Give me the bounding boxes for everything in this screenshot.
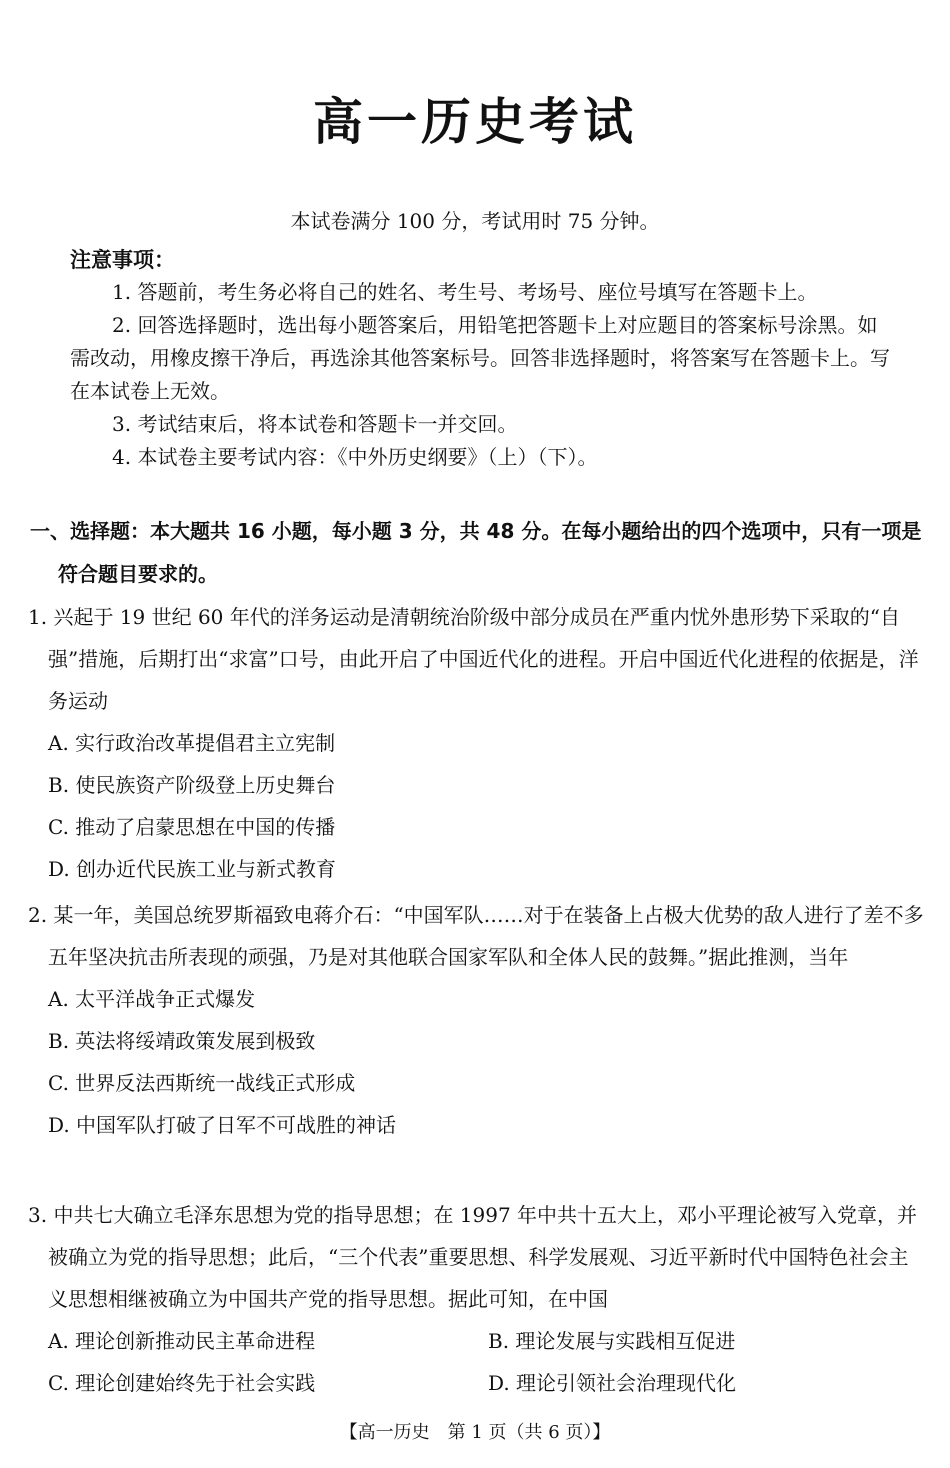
option-d: D. 理论引领社会治理现代化 xyxy=(488,1371,737,1395)
section-heading-line1: 一、选择题：本大题共 16 小题，每小题 3 分，共 48 分。在每小题给出的四个选项中，只有一项是 xyxy=(30,519,922,543)
question-2 xyxy=(28,894,928,1146)
option-c: C. 世界反法西斯统一战线正式形成 xyxy=(48,1071,356,1095)
option-d: D. 中国军队打破了日军不可战胜的神话 xyxy=(48,1113,397,1137)
question-stem: 2. 某一年，美国总统罗斯福致电蒋介石：“中国军队……对于在装备上占极大优势的敌人进行了差不多五年坚决抗击所表现的顽强，乃是对其他联合国家军队和全体人民的鼓舞。”据此推测，当年 xyxy=(28,903,924,969)
page-footer: 【高一历史 第 1 页（共 6 页）】 xyxy=(339,1422,611,1443)
option-b: B. 使民族资产阶级登上历史舞台 xyxy=(48,773,336,797)
note-item: 4. 本试卷主要考试内容：《中外历史纲要》（上）（下）。 xyxy=(112,445,598,469)
section-heading xyxy=(30,510,930,596)
question-stem: 1. 兴起于 19 世纪 60 年代的洋务运动是清朝统治阶级中部分成员在严重内忧外患形势下采取的“自强”措施，后期打出“求富”口号，由此开启了中国近代化的进程。开启中国近代化进程的依据是，洋务运动 xyxy=(28,605,919,713)
option-a: A. 太平洋战争正式爆发 xyxy=(48,987,256,1011)
note-item: 1. 答题前，考生务必将自己的姓名、考生号、考场号、座位号填写在答题卡上。 xyxy=(112,280,818,304)
note-item: 2. 回答选择题时，选出每小题答案后，用铅笔把答题卡上对应题目的答案标号涂黑。如需改动，用橡皮擦干净后，再选涂其他答案标号。回答非选择题时，将答案写在答题卡上。写在本试卷上无效。 xyxy=(70,313,890,403)
option-b: B. 理论发展与实践相互促进 xyxy=(488,1329,736,1353)
option-a: A. 实行政治改革提倡君主立宪制 xyxy=(48,731,336,755)
question-1 xyxy=(28,596,928,890)
notes-list xyxy=(70,276,890,474)
exam-info: 本试卷满分 100 分，考试用时 75 分钟。 xyxy=(290,209,660,233)
section-heading-line2: 符合题目要求的。 xyxy=(58,562,218,586)
option-d: D. 创办近代民族工业与新式教育 xyxy=(48,857,337,881)
notes-heading: 注意事项： xyxy=(70,248,175,272)
option-row xyxy=(28,1362,928,1404)
option-b: B. 英法将绥靖政策发展到极致 xyxy=(48,1029,316,1053)
question-stem: 3. 中共七大确立毛泽东思想为党的指导思想；在 1997 年中共十五大上，邓小平理论被写入党章，并被确立为党的指导思想；此后，“三个代表”重要思想、科学发展观、习近平新时代中国特色社会主义思想相继被确立为中国共产党的指导思想。据此可知，在中国 xyxy=(28,1203,918,1311)
page-title: 高一历史考试 xyxy=(313,93,637,151)
option-c: C. 推动了启蒙思想在中国的传播 xyxy=(48,815,336,839)
option-a: A. 理论创新推动民主革命进程 xyxy=(48,1329,316,1353)
note-item: 3. 考试结束后，将本试卷和答题卡一并交回。 xyxy=(112,412,518,436)
question-3 xyxy=(28,1194,928,1404)
option-row xyxy=(28,1320,928,1362)
option-c: C. 理论创建始终先于社会实践 xyxy=(48,1371,316,1395)
